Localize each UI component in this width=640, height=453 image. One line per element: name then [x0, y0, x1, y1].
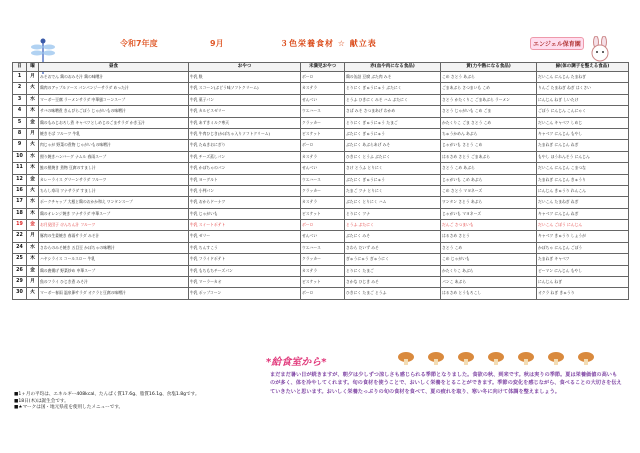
toddler-snack-cell: せんべい: [301, 231, 345, 242]
day-cell: 17: [13, 197, 27, 208]
note-birthday: ■18日(木)は誕生会です。: [14, 398, 69, 404]
weekday-cell: 金: [27, 117, 39, 128]
weekday-cell: 水: [27, 242, 39, 253]
lunch-cell: 肉じゃが 野菜の煮物 じゃがいもの味噌汁: [39, 140, 189, 151]
lunch-cell: みそおでん 鶏のおみそ汁 鶏の味噌汁: [39, 72, 189, 83]
day-cell: 18: [13, 208, 27, 219]
table-row: [13, 220, 629, 231]
day-cell: 16: [13, 185, 27, 196]
weekday-cell: 木: [27, 254, 39, 265]
toddler-snack-cell: カステラ: [301, 197, 345, 208]
weekday-cell: 金: [27, 265, 39, 276]
lunch-cell: 魚のフライ ひじき煮 みそ汁: [39, 277, 189, 288]
yellow-food-cell: かたくりこ ごま さとう こめ: [441, 117, 537, 128]
col-red: 赤(血や肉になる食品): [345, 63, 441, 72]
lunch-cell: 鶏の唐揚げ 野菜炒め 中華スープ: [39, 265, 189, 276]
table-header-row: [13, 63, 629, 72]
green-food-cell: にんじん ねぎ しいたけ: [537, 94, 629, 105]
day-cell: 8: [13, 128, 27, 139]
day-cell: 11: [13, 163, 27, 174]
day-cell: 2: [13, 83, 27, 94]
weekday-cell: 火: [27, 83, 39, 94]
news-title: *給食室から*: [266, 357, 327, 368]
green-food-cell: りんご たまねぎ ねぎ はくさい: [537, 83, 629, 94]
fiscal-year: 令和7年度: [120, 39, 158, 48]
lunch-cell: ハヤシライス コールスロー 牛乳: [39, 254, 189, 265]
lunch-cell: ちらし寿司 ツナサラダ すまし汁: [39, 185, 189, 196]
page-title: ３色栄養食材 ☆ 献立表: [280, 39, 377, 48]
day-cell: 19: [13, 220, 27, 231]
lunch-cell: 鶏肉のアップルソース パンパンジーサラダ めった汁: [39, 83, 189, 94]
col-lunch: 昼食: [39, 63, 189, 72]
yellow-food-cell: はるさめ とうもろこし: [441, 288, 537, 299]
news-body: まだまだ暑い日が続きますが、朝夕は少しずつ涼しさも感じられる季節となりました。食欲の秋、到来です。秋は実りの季節。夏は栄養価値の高いものが多く、体を冷やしてくれます。旬の食材を使うことで、おいしく栄養をとることができます。季節の変化を感じながら、食べることの大切さを伝えていきたいと思います。おいしく栄養たっぷりの旬の食材を食べて、夏の疲れを取り、寒い冬に向けて体調を整えましょう。: [270, 372, 622, 395]
col-green: 緑(体の調子を整える食品): [537, 63, 629, 72]
col-weekday: 曜: [27, 63, 39, 72]
weekday-cell: 金: [27, 220, 39, 231]
green-food-cell: だいこん にんじん たまねぎ: [537, 72, 629, 83]
table-row: [13, 106, 629, 117]
yellow-food-cell: さとう こめ あぶら: [441, 163, 537, 174]
table-row: [13, 242, 629, 253]
weekday-cell: 水: [27, 197, 39, 208]
table-row: [13, 265, 629, 276]
yellow-food-cell: ちゅうかめん あぶら: [441, 128, 537, 139]
toddler-snack-cell: ビスケット: [301, 208, 345, 219]
toddler-snack-cell: クラッカー: [301, 117, 345, 128]
red-food-cell: とりにく ツナ: [345, 208, 441, 219]
toddler-snack-cell: カステラ: [301, 83, 345, 94]
weekday-cell: 水: [27, 151, 39, 162]
lunch-cell: 鶏のもみじおろし煮 キャベツとしめじのごまサラダ かき玉汁: [39, 117, 189, 128]
green-food-cell: ごぼう にんじん こんにゃく: [537, 106, 629, 117]
yellow-food-cell: かたくりこ あぶら: [441, 265, 537, 276]
table-row: [13, 117, 629, 128]
yellow-food-cell: こめ さとう あぶら: [441, 72, 537, 83]
day-cell: 25: [13, 254, 27, 265]
table-row: [13, 72, 629, 83]
green-food-cell: もやし ほうれんそう にんじん: [537, 151, 629, 162]
yellow-food-cell: はるさめ さとう: [441, 231, 537, 242]
green-food-cell: にんじん きゅうり れんこん: [537, 185, 629, 196]
weekday-cell: 金: [27, 174, 39, 185]
green-food-cell: かぼちゃ にんじん ごぼう: [537, 242, 629, 253]
snack-cell: 牛乳 ちんすこう: [189, 242, 301, 253]
table-row: [13, 83, 629, 94]
weekday-cell: 月: [27, 72, 39, 83]
table-row: [13, 140, 629, 151]
green-food-cell: だいこん たまねぎ ねぎ: [537, 197, 629, 208]
snack-cell: 牛乳 マーラーカオ: [189, 277, 301, 288]
table-row: [13, 128, 629, 139]
snack-cell: 牛乳 たぬきおにぎり: [189, 140, 301, 151]
weekday-cell: 月: [27, 277, 39, 288]
toddler-snack-cell: ウエハース: [301, 174, 345, 185]
red-food-cell: ぶたにく とりにく ハム: [345, 197, 441, 208]
menu-table: [12, 62, 629, 300]
green-food-cell: たまねぎ にんじん ねぎ: [537, 140, 629, 151]
day-cell: 29: [13, 277, 27, 288]
col-yellow: 黄(力や熱になる食品): [441, 63, 537, 72]
green-food-cell: だいこん にんじん こまつな: [537, 163, 629, 174]
day-cell: 26: [13, 265, 27, 276]
note-local: ■★マークは国・地元県産を使用したメニューです。: [14, 405, 124, 410]
bunny-icon: [586, 36, 614, 64]
weekday-cell: 月: [27, 128, 39, 139]
col-day: 日: [13, 63, 27, 72]
red-food-cell: とうふ ぶたにく: [345, 220, 441, 231]
yellow-food-cell: はるさめ さとう ごまあぶら: [441, 151, 537, 162]
month-label: 9月: [210, 39, 224, 48]
green-food-cell: たまねぎ にんじん きゅうり: [537, 174, 629, 185]
table-row: [13, 151, 629, 162]
day-cell: 10: [13, 151, 27, 162]
green-food-cell: オクラ ねぎ きゅうり: [537, 288, 629, 299]
green-food-cell: にんじん ねぎ: [537, 277, 629, 288]
toddler-snack-cell: ウエハース: [301, 106, 345, 117]
snack-cell: 牛乳 ポップコーン: [189, 288, 301, 299]
toddler-snack-cell: せんべい: [301, 163, 345, 174]
red-food-cell: ぎゅうにゅう ぎゅうにく: [345, 254, 441, 265]
toddler-snack-cell: ボーロ: [301, 220, 345, 231]
weekday-cell: 火: [27, 288, 39, 299]
toddler-snack-cell: ウエハース: [301, 242, 345, 253]
snack-cell: 牛乳 もちもちチーズパン: [189, 265, 301, 276]
yellow-food-cell: こめ じゃがいも: [441, 254, 537, 265]
red-food-cell: ぶたにく ぎゅうにゅう: [345, 174, 441, 185]
lunch-cell: カレーライス グリーンサラダ フルーツ: [39, 174, 189, 185]
col-toddler-snack: 未満児おやつ: [301, 63, 345, 72]
yellow-food-cell: さとう こめ: [441, 242, 537, 253]
note-nutrition: ■1ヶ月の平均は、エネルギー408kcal、たんぱく質17.6g、脂質16.1g、食塩1.8gです。: [14, 392, 200, 397]
weekday-cell: 水: [27, 94, 39, 105]
toddler-snack-cell: ボーロ: [301, 72, 345, 83]
weekday-cell: 火: [27, 140, 39, 151]
lunch-cell: 鶏のオレンジ焼き ツナサラダ 中華スープ: [39, 208, 189, 219]
red-food-cell: とうふ ひきにく みそ ハム ぶたにく: [345, 94, 441, 105]
red-food-cell: さかな ひじき みそ: [345, 277, 441, 288]
table-row: [13, 277, 629, 288]
toddler-snack-cell: クラッカー: [301, 185, 345, 196]
table-row: [13, 174, 629, 185]
weekday-cell: 月: [27, 231, 39, 242]
red-food-cell: とりにく ぎゅうにゅう ぶたにく: [345, 83, 441, 94]
snack-cell: 牛乳 麩: [189, 72, 301, 83]
day-cell: 12: [13, 174, 27, 185]
toddler-snack-cell: カステラ: [301, 151, 345, 162]
day-cell: 9: [13, 140, 27, 151]
yellow-food-cell: さとう じゃがいも こめ ごま: [441, 106, 537, 117]
weekday-cell: 木: [27, 163, 39, 174]
lunch-cell: 照り焼きハンバーグ ナムル 春雨スープ: [39, 151, 189, 162]
yellow-food-cell: こめ さとう マヨネーズ: [441, 185, 537, 196]
red-food-cell: ぶたにく みそ: [345, 231, 441, 242]
snack-cell: 牛乳 チーズ蒸しパン: [189, 151, 301, 162]
snack-cell: 牛乳 カルピスゼリー: [189, 106, 301, 117]
green-food-cell: ピーマン にんじん もやし: [537, 265, 629, 276]
kitchen-news: [266, 349, 626, 447]
yellow-food-cell: パンこ あぶら: [441, 277, 537, 288]
toddler-snack-cell: ボーロ: [301, 288, 345, 299]
toddler-snack-cell: クラッカー: [301, 254, 345, 265]
green-food-cell: たまねぎ キャベツ: [537, 254, 629, 265]
table-row: [13, 197, 629, 208]
red-food-cell: とりにく ぎゅうにゅう たまご: [345, 117, 441, 128]
snack-cell: 牛乳 小判パン: [189, 185, 301, 196]
yellow-food-cell: だんご さつまいも: [441, 220, 537, 231]
snack-cell: 牛乳 スイートポテト: [189, 220, 301, 231]
lunch-cell: ポークチャップ 大根と鶏のおかか和え ワンタンスープ: [39, 197, 189, 208]
red-food-cell: たまご ツナ とりにく: [345, 185, 441, 196]
snack-cell: 牛乳 菓子パン: [189, 94, 301, 105]
red-food-cell: さわら だいず みそ: [345, 242, 441, 253]
lunch-cell: 鮭の照焼き 煮物 豆腐のすまし汁: [39, 163, 189, 174]
snack-cell: 牛乳 あずきミルク寒天: [189, 117, 301, 128]
red-food-cell: ぶたにく あぶらあげ みそ: [345, 140, 441, 151]
table-row: [13, 94, 629, 105]
red-food-cell: とりにく たまご: [345, 265, 441, 276]
yellow-food-cell: じゃがいも さとう こめ: [441, 140, 537, 151]
school-name: エンジェル保育園: [530, 37, 584, 50]
green-food-cell: キャベツ にんじん もやし: [537, 128, 629, 139]
toddler-snack-cell: カステラ: [301, 265, 345, 276]
lunch-cell: サバの味噌煮 きんぴらごぼう じゃがいもの味噌汁: [39, 106, 189, 117]
menu-notes: [14, 392, 244, 412]
green-food-cell: だいこん キャベツ しめじ: [537, 117, 629, 128]
table-row: [13, 208, 629, 219]
snack-cell: 牛乳 かぼちゃのパン: [189, 163, 301, 174]
col-snack: おやつ: [189, 63, 301, 72]
lunch-cell: さわらのみそ焼き 五目豆 かぼちゃの味噌汁: [39, 242, 189, 253]
yellow-food-cell: さとう かたくりこ ごまあぶら ラーメン: [441, 94, 537, 105]
table-row: [13, 163, 629, 174]
lunch-cell: マーボー豆腐 ラーメンサラダ 中華風コーンスープ: [39, 94, 189, 105]
lunch-cell: 豚肉の生姜焼き 春雨サラダ みそ汁: [39, 231, 189, 242]
yellow-food-cell: ごまあぶら さつまいも こめ: [441, 83, 537, 94]
snack-cell: 牛乳 スコーン(ぶどう味ソフトクリーム): [189, 83, 301, 94]
toddler-snack-cell: ビスケット: [301, 277, 345, 288]
day-cell: 24: [13, 242, 27, 253]
table-row: [13, 231, 629, 242]
green-food-cell: だいこん ごぼう にんじん: [537, 220, 629, 231]
red-food-cell: さけ とうふ とりにく: [345, 163, 441, 174]
day-cell: 4: [13, 106, 27, 117]
green-food-cell: キャベツ にんじん ねぎ: [537, 208, 629, 219]
snack-cell: 牛乳 じゃがいも: [189, 208, 301, 219]
day-cell: 30: [13, 288, 27, 299]
green-food-cell: キャベツ きゅうり しょうが: [537, 231, 629, 242]
lunch-cell: お月見団子 けんちん汁 フルーツ: [39, 220, 189, 231]
snack-cell: 牛乳 おからドーナツ: [189, 197, 301, 208]
yellow-food-cell: じゃがいも マヨネーズ: [441, 208, 537, 219]
weekday-cell: 木: [27, 106, 39, 117]
toddler-snack-cell: ビスケット: [301, 128, 345, 139]
day-cell: 1: [13, 72, 27, 83]
toddler-snack-cell: せんべい: [301, 94, 345, 105]
red-food-cell: ひきにく たまご とうふ: [345, 288, 441, 299]
lunch-cell: 焼きそば フルーツ 牛乳: [39, 128, 189, 139]
table-row: [13, 288, 629, 299]
snack-cell: 牛乳 ゼリー: [189, 231, 301, 242]
mushroom-icon: [396, 349, 616, 367]
day-cell: 3: [13, 94, 27, 105]
toddler-snack-cell: ボーロ: [301, 140, 345, 151]
lunch-cell: マーボー春雨 温泉卵サラダ オクラと豆腐の味噌汁: [39, 288, 189, 299]
snack-cell: 牛乳 ヨーグルト: [189, 174, 301, 185]
snack-cell: 牛乳 牛肉ひじき(かぼちゃ入りソフトクリーム): [189, 128, 301, 139]
red-food-cell: 鶏の缶詰 豆腐 ぶた肉 みそ: [345, 72, 441, 83]
snack-cell: 牛乳 フライドポテト: [189, 254, 301, 265]
table-row: [13, 254, 629, 265]
table-row: [13, 185, 629, 196]
day-cell: 5: [13, 117, 27, 128]
yellow-food-cell: じゃがいも こめ あぶら: [441, 174, 537, 185]
menu-header: [10, 30, 630, 56]
weekday-cell: 火: [27, 185, 39, 196]
red-food-cell: ぶたにく ぎゅうにゅう: [345, 128, 441, 139]
red-food-cell: さば みそ さつまあげ わかめ: [345, 106, 441, 117]
weekday-cell: 木: [27, 208, 39, 219]
yellow-food-cell: ワンタン さとう あぶら: [441, 197, 537, 208]
red-food-cell: ひきにく とうふ ぶたにく: [345, 151, 441, 162]
day-cell: 22: [13, 231, 27, 242]
